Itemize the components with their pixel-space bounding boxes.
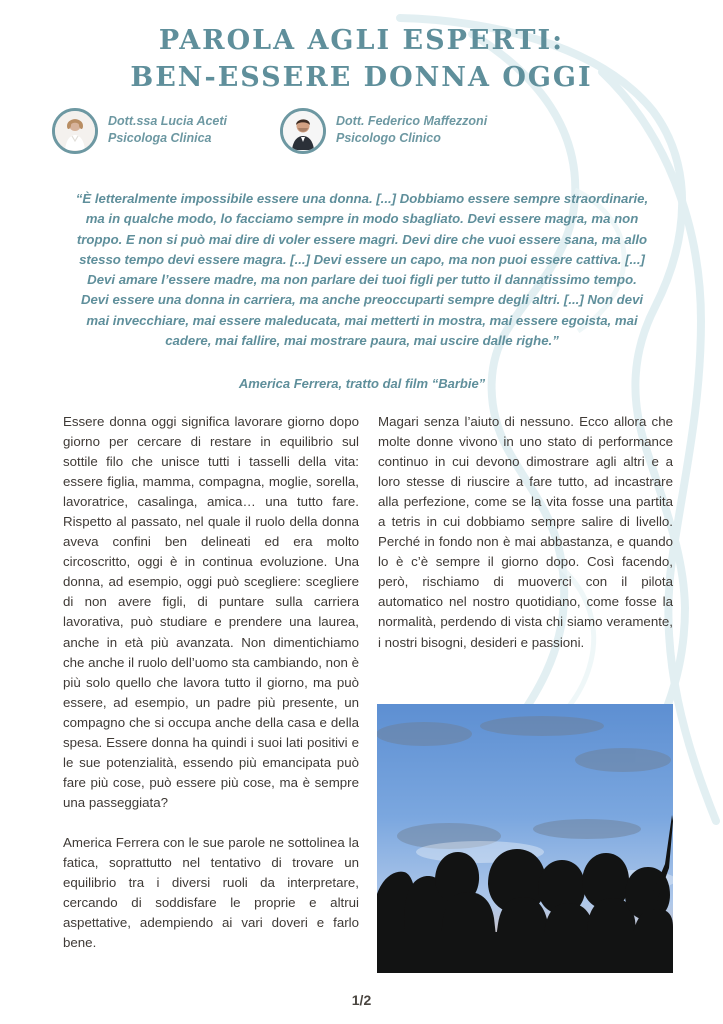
article-paragraph-left-2: America Ferrera con le sue parole ne sottolinea la fatica, soprattutto nel tentativo di trovare un equilibrio tra i diversi ruoli da interpretare, cercando di soddisfare le proprie e altrui aspettative, adempiendo ai vari doveri e farlo bene. <box>63 834 359 951</box>
author-card-2 <box>280 108 487 154</box>
author-role-1: Psicologa Clinica <box>108 131 212 145</box>
title-line-1: PAROLA AGLI ESPERTI: <box>158 25 565 56</box>
article-paragraph-right-1: Magari senza l’aiuto di nessuno. Ecco allora che molte donne vivono in uno stato di performance continuo in cui devono dimostrare agli altri e a loro stesse di riuscire a fare tutto, ad incastrare alla perfezione, come se la vita fosse una partita a tetris in cui dobbiamo sempre salire di livello. Perché in fondo non è mai abbastanza, e quando lo è c’è sempre il giorno dopo. Così facendo, però, rischiamo di muoverci con il pilota automatico nel nostro quotidiano, come fosse la normalità, perdendo di vista chi siamo veramente, i nostri bisogni, desideri e passioni. <box>378 414 673 650</box>
paragraph-spacer <box>63 813 359 833</box>
title-line-2: BEN-ESSERE DONNA OGGI <box>130 62 593 93</box>
article-column-right <box>378 412 673 653</box>
featured-quote: “È letteralmente impossibile essere una donna. [...] Dobbiamo essere sempre straordinarie, ma in qualche modo, lo facciamo sempre in modo sbagliato. Devi essere magra, ma non troppo. E non si può mai dire di voler essere magri. Devi dire che vuoi essere sana, ma allo stesso tempo devi essere magra. [...] Devi essere un capo, ma non puoi essere cattiva. [...] Devi amare l’essere madre, ma non parlare dei tuoi figli per tutto il dannatissimo tempo. Devi essere una donna in carriera, ma anche preoccuparti sempre degli altri. [...] Non devi mai invecchiare, mai essere maleducata, mai metterti in mostra, mai essere egoista, mai cadere, mai fallire, mai mostrare paura, mai uscire dalle righe.” <box>75 191 649 349</box>
author-name-1: Dott.ssa Lucia Aceti <box>108 114 228 128</box>
author-info-2 <box>336 113 487 147</box>
quote-source: America Ferrera, tratto dal film “Barbie” <box>238 376 486 391</box>
author-info-1 <box>108 113 227 147</box>
page-title <box>60 22 663 96</box>
page-number: 1/2 <box>351 992 372 1008</box>
female-portrait-icon <box>52 108 98 154</box>
author-card-1 <box>52 108 227 154</box>
author-role-2: Psicologo Clinico <box>336 131 441 145</box>
article-paragraph-left-1: Essere donna oggi significa lavorare giorno dopo giorno per cercare di restare in equilibrio sul sottile filo che unisce tutti i tasselli della vita: essere figlia, mamma, compagna, moglie, sorella, lavoratrice, casalinga, amica… una tutto fare. Rispetto al passato, nel quale il ruolo della donna aveva confini ben delineati ed era molto circoscritto, oggi è in continua evoluzione. Una donna, ad esempio, oggi può scegliere: scegliere di non avere figli, di puntare sulla carriera lavorativa, può studiare e prendere una laurea, anche in età più avanzata. Non dimentichiamo che anche il ruolo dell’uomo sta cambiando, non è più solo quello che lavora tutto il giorno, ma può essere, ad esempio, un padre più presente, un compagno che si occupa anche della casa e della spesa. Essere donna ha quindi i suoi lati positivi e le sue potenzialità, essendo più emancipata può fare più cose, può essere più cose, ma è sempre una passeggiata? <box>63 414 359 810</box>
article-column-left <box>63 412 359 953</box>
women-silhouettes-photo <box>377 704 673 973</box>
author-name-2: Dott. Federico Maffezzoni <box>336 114 488 128</box>
male-portrait-icon <box>280 108 326 154</box>
